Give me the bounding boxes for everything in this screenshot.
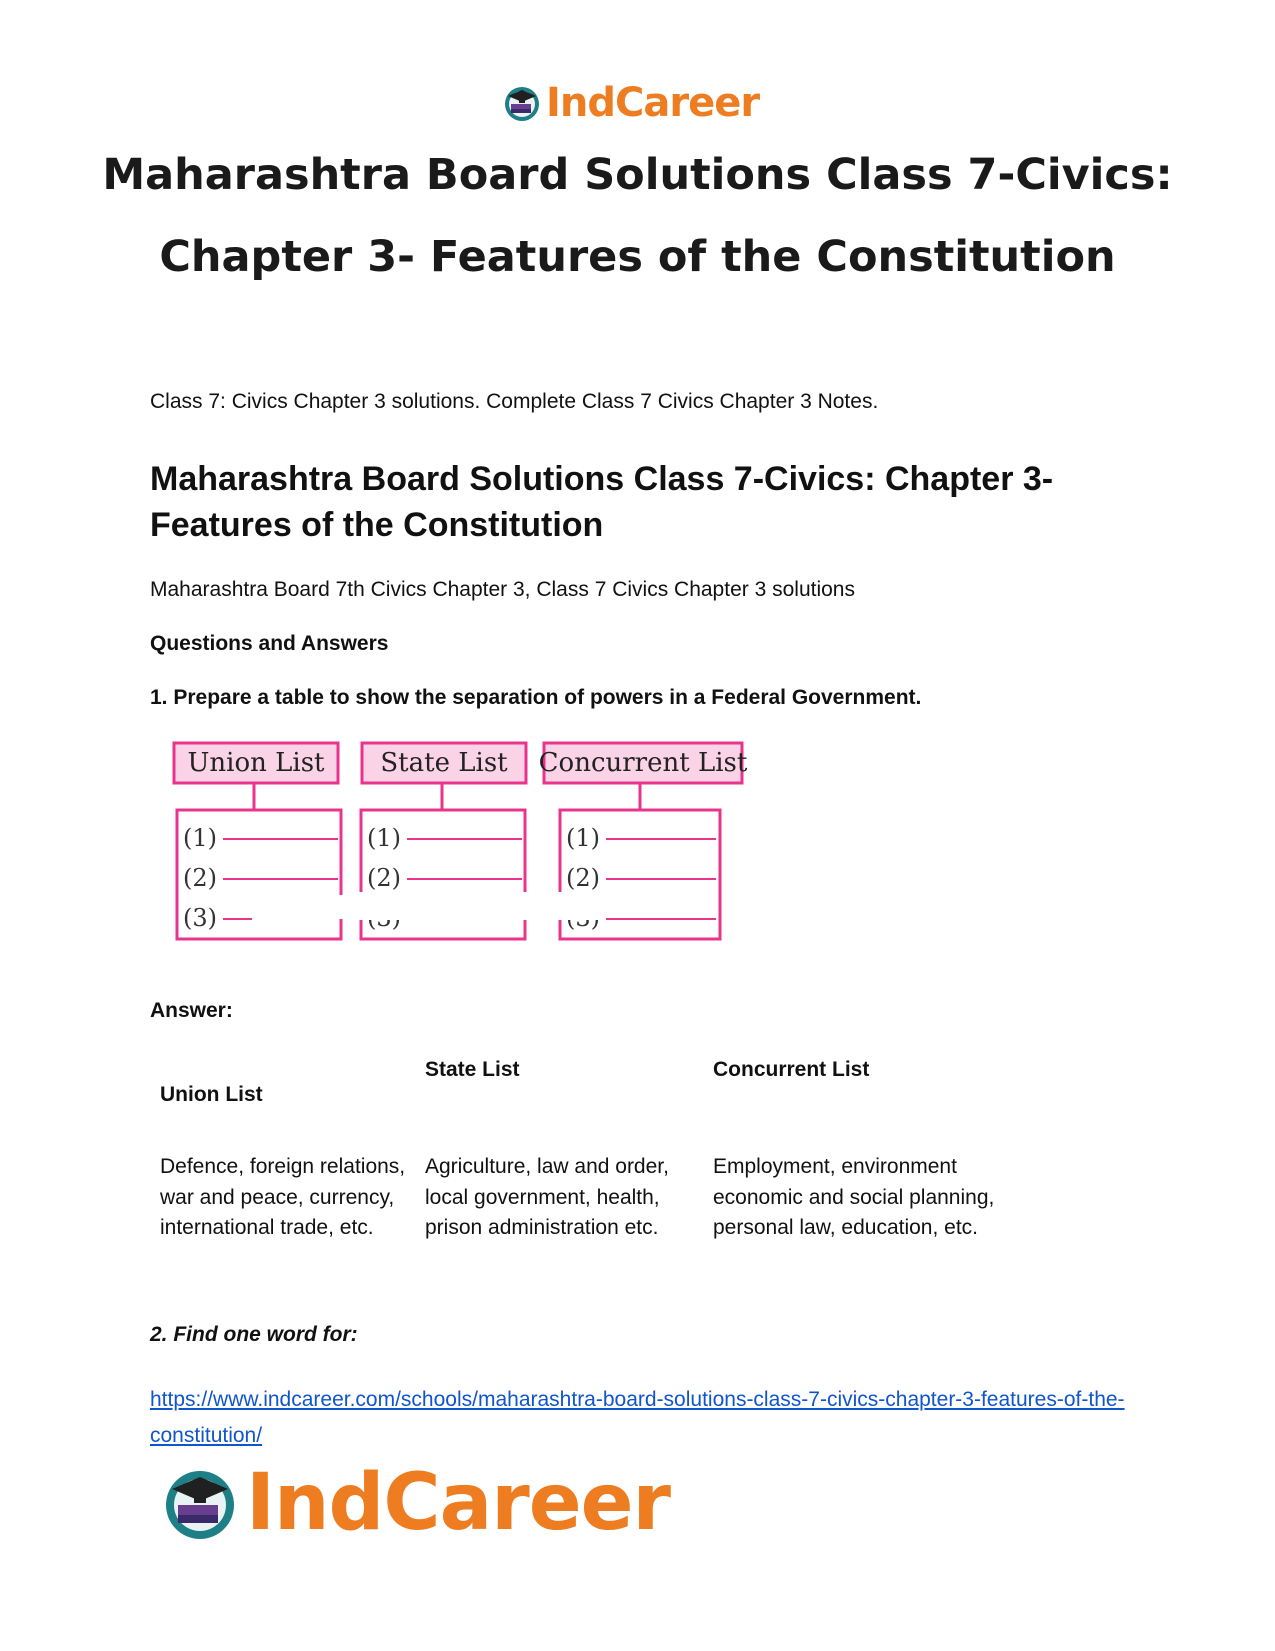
state-item-1: (1) [367, 824, 401, 852]
brand-logo-top [502, 80, 759, 126]
union-item-2: (2) [183, 864, 217, 892]
union-item-1: (1) [183, 824, 217, 852]
page-title-line-2: Chapter 3- Features of the Constitution [159, 232, 1116, 282]
subline-text: Maharashtra Board 7th Civics Chapter 3, Class 7 Civics Chapter 3 solutions [150, 578, 855, 601]
state-list-box [350, 743, 535, 939]
question-1: 1. Prepare a table to show the separation of powers in a Federal Government. [150, 686, 922, 709]
brand-logo-text: IndCareer [546, 80, 760, 126]
concurrent-list-label: Concurrent List [538, 748, 748, 778]
question-2: 2. Find one word for: [150, 1323, 358, 1346]
union-item-3: (3) [183, 904, 217, 932]
answer-label: Answer: [150, 999, 233, 1022]
brand-logo-bottom [160, 1458, 670, 1548]
concurrent-list-box [539, 743, 748, 939]
concurrent-item-2: (2) [566, 864, 600, 892]
brand-logo-text-bottom: IndCareer [246, 1458, 670, 1548]
intro-text: Class 7: Civics Chapter 3 solutions. Complete Class 7 Civics Chapter 3 Notes. [150, 390, 879, 413]
state-item-2: (2) [367, 864, 401, 892]
separation-of-powers-diagram [170, 740, 750, 950]
questions-label: Questions and Answers [150, 632, 389, 655]
page-title-line-1: Maharashtra Board Solutions Class 7-Civics: [102, 150, 1173, 200]
section-heading: Maharashtra Board Solutions Class 7-Civics: Chapter 3- Features of the Constitution [150, 460, 1054, 544]
table-header-concurrent: Concurrent List [713, 1058, 870, 1081]
state-list-label: State List [380, 748, 508, 778]
union-list-box [174, 743, 345, 939]
union-list-label: Union List [187, 748, 325, 778]
table-header-state: State List [425, 1058, 520, 1081]
source-link[interactable]: https://www.indcareer.com/schools/maharashtra-board-solutions-class-7-civics-chapter-3-features-of-the-constitution/ [150, 1388, 1125, 1447]
table-cell-concurrent: Employment, environment economic and social planning, personal law, education, etc. [713, 1155, 995, 1239]
table-cell-union: Defence, foreign relations, war and peace, currency, international trade, etc. [160, 1155, 406, 1239]
graduation-book-icon [160, 1463, 240, 1543]
graduation-book-icon [502, 83, 542, 123]
concurrent-item-1: (1) [566, 824, 600, 852]
table-cell-state: Agriculture, law and order, local government, health, prison administration etc. [425, 1155, 669, 1239]
table-header-union: Union List [160, 1083, 263, 1106]
